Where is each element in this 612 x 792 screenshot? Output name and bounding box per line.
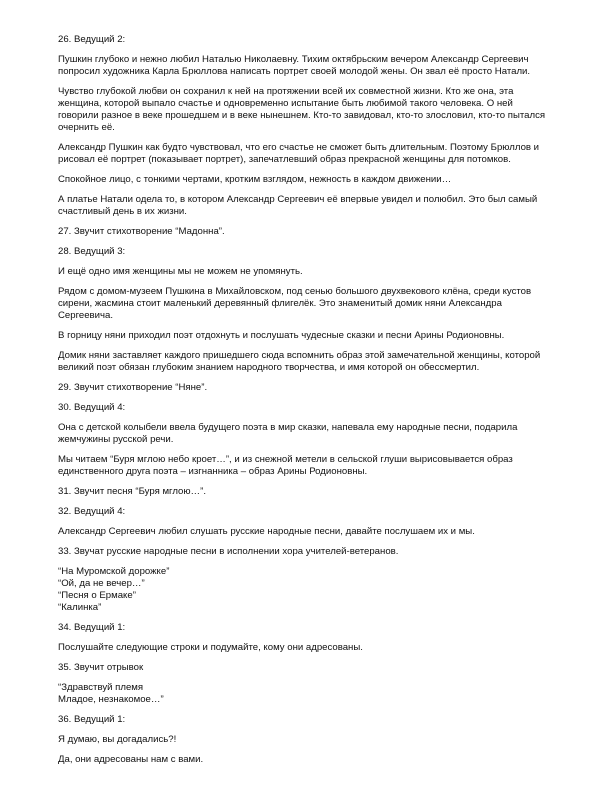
paragraph: Александр Сергеевич любил слушать русские народные песни, давайте послушаем их и мы. (58, 526, 475, 537)
paragraph: Послушайте следующие строки и подумайте, кому они адресованы. (58, 642, 363, 653)
paragraph: Чувство глубокой любви он сохранил к ней на протяжении всей их совместной жизни. Кто же она, эта женщина, которой выпало счастье и одновременно испытание быть любимой такого человека. О ней говорили разное в веке прошедшем и в веке нынешнем. Кто-то завидовал, кто-то злословил, кто-то пытался очернить её. (58, 86, 546, 133)
section-heading: 26. Ведущий 2: (58, 34, 126, 45)
section-heading: 32. Ведущий 4: (58, 506, 126, 517)
paragraph: Рядом с домом-музеем Пушкина в Михайловском, под сенью большого двухвекового клёна, среди кустов сирени, жасмина стоит маленький деревянный флигелёк. Это знаменитый домик няни Александра Сергеевича. (58, 286, 532, 321)
section-heading: 36. Ведущий 1: (58, 714, 126, 725)
section-heading: 29. Звучит стихотворение “Няне”. (58, 382, 208, 393)
paragraph: Она с детской колыбели ввела будущего поэта в мир сказки, напевала ему народные песни, подарила жемчужины русской речи. (58, 422, 518, 445)
paragraph: И ещё одно имя женщины мы не можем не упомянуть. (58, 266, 303, 277)
paragraph: Александр Пушкин как будто чувствовал, что его счастье не сможет быть длительным. Поэтому Брюллов и рисовал её портрет (показывает портрет), запечатлевший образ прекрасной женщины для потомков. (58, 142, 540, 165)
paragraph: А платье Натали одела то, в котором Александр Сергеевич её впервые увидел и полюбил. Это был самый счастливый день в их жизни. (58, 194, 538, 217)
section-heading: 31. Звучит песня “Буря мглою…”. (58, 486, 207, 497)
paragraph: Мы читаем “Буря мглою небо кроет…”, и из снежной метели в сельской глуши вырисовывается образ единственного друга поэта – изгнанника – образ Арины Родионовны. (58, 454, 513, 477)
section-heading: 27. Звучит стихотворение “Мадонна”. (58, 226, 225, 237)
section-heading: 35. Звучит отрывок (58, 662, 144, 673)
section-heading: 33. Звучат русские народные песни в исполнении хора учителей-ветеранов. (58, 546, 399, 557)
paragraph: Пушкин глубоко и нежно любил Наталью Николаевну. Тихим октябрьским вечером Александр Сергеевич попросил художника Карла Брюллова написать портрет своей молодой жены. Он звал её просто Натали. (58, 54, 531, 77)
paragraph: Спокойное лицо, с тонкими чертами, кротким взглядом, нежность в каждом движении… (58, 174, 452, 185)
poem-excerpt: “Здравствуй племя Младое, незнакомое…” (58, 682, 164, 705)
paragraph: Домик няни заставляет каждого пришедшего сюда вспомнить образ этой замечательной женщины, которой великий поэт обязан глубоким знанием народного творчества, и имя которой он обессмертил. (58, 350, 541, 373)
section-heading: 34. Ведущий 1: (58, 622, 126, 633)
section-heading: 28. Ведущий 3: (58, 246, 126, 257)
song-list: “На Муромской дорожке” “Ой, да не вечер…” “Песня о Ермаке” “Калинка” (58, 566, 170, 613)
section-heading: 30. Ведущий 4: (58, 402, 126, 413)
paragraph: Да, они адресованы нам с вами. (58, 754, 204, 765)
paragraph: В горницу няни приходил поэт отдохнуть и послушать чудесные сказки и песни Арины Родионовны. (58, 330, 505, 341)
paragraph: Я думаю, вы догадались?! (58, 734, 177, 745)
